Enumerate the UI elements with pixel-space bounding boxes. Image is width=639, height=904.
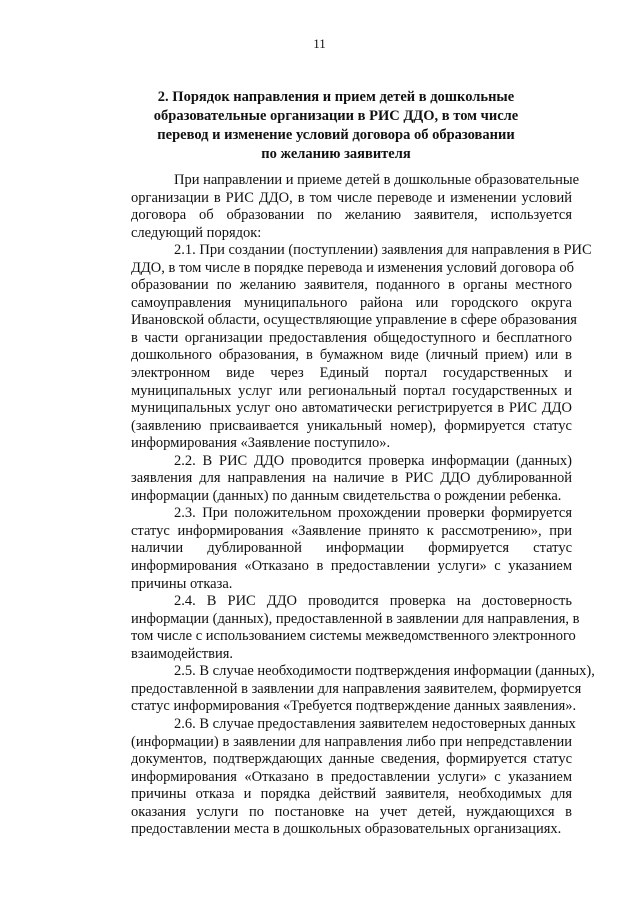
text-line: информации (данных) по данным свидетельства о рождении ребенка. (131, 487, 562, 504)
text-line: 2.3. При положительном прохождении проверки формируется (174, 505, 572, 522)
text-line: в части организации предоставления общедоступного и бесплатного (131, 329, 572, 346)
text-line: статус информирования «Заявление принято к рассмотрению», при (131, 522, 572, 539)
paragraph (88, 663, 595, 716)
paragraph (88, 172, 580, 242)
section-title-line: 2. Порядок направления и прием детей в дошкольные (157, 89, 515, 105)
section-title-line: по желанию заявителя (261, 146, 411, 162)
paragraph (88, 593, 580, 663)
text-line: образовании по желанию заявителя, поданного в органы местного (131, 277, 572, 294)
text-line: дошкольного образования, в бумажном виде (личный прием) или в (131, 347, 572, 364)
text-line: информирования «Заявление поступило». (131, 435, 391, 452)
body-text (88, 172, 595, 839)
text-line: договора об образовании по желанию заявителя, используется (131, 207, 572, 224)
text-line: ДДО, в том числе в порядке перевода и изменения условий договора об (131, 259, 574, 276)
text-line: статус информирования «Требуется подтверждение данных заявления». (131, 698, 577, 715)
text-line: (заявлению присваивается уникальный номер), формируется статус (131, 417, 572, 434)
text-line: заявления для направления на наличие в РИС ДДО дублированной (131, 470, 572, 487)
text-line: 2.5. В случае необходимости подтверждения информации (данных), (174, 663, 595, 680)
text-line: Ивановской области, осуществляющие управление в сфере образования (131, 312, 577, 329)
text-line: муниципальных услуг оно автоматически регистрируется в РИС ДДО (131, 400, 572, 417)
text-line: предоставлении места в дошкольных образовательных организациях. (131, 821, 562, 838)
text-line: (информации) в заявлении для направления либо при непредставлении (131, 733, 572, 750)
text-line: причины отказа. (131, 575, 233, 592)
text-line: оказания услуги по постановке на учет детей, нуждающихся в (131, 803, 572, 820)
text-line: 2.4. В РИС ДДО проводится проверка на достоверность (174, 593, 572, 610)
section-title-line: перевод и изменение условий договора об образовании (157, 127, 515, 143)
text-line: 2.2. В РИС ДДО проводится проверка информации (данных) (174, 452, 572, 469)
text-line: муниципальных услуг или региональный портал государственных и (131, 382, 572, 399)
page-number: 11 (313, 36, 326, 51)
paragraph (88, 505, 572, 593)
text-line: следующий порядок: (131, 224, 262, 241)
paragraph (88, 242, 592, 453)
text-line: самоуправления муниципального района или городского округа (131, 294, 572, 311)
paragraph (88, 453, 572, 506)
section-title (130, 88, 542, 164)
text-line: 2.1. При создании (поступлении) заявления для направления в РИС (174, 242, 592, 259)
text-line: информирования «Отказано в предоставлении услуги» с указанием (131, 558, 572, 575)
text-line: информации (данных), предоставленной в заявлении для направления, в (131, 610, 580, 627)
text-line: предоставленной в заявлении для направления заявителем, формируется (131, 680, 582, 697)
section-title-line: образовательные организации в РИС ДДО, в том числе (153, 108, 519, 124)
text-line: электронном виде через Единый портал государственных и (131, 365, 572, 382)
text-line: документов, подтверждающих данные сведения, формируется статус (131, 751, 572, 768)
text-line: том числе с использованием системы межведомственного электронного (131, 628, 576, 645)
paragraph (88, 715, 576, 839)
text-line: причины отказа и порядка действий заявителя, необходимых для (131, 786, 572, 803)
text-line: наличии дублированной информации формируется статус (131, 540, 572, 557)
text-line: организации в РИС ДДО, в том числе переводе и изменении условий (131, 189, 572, 206)
text-line: информирования «Отказано в предоставлении услуги» с указанием (131, 768, 572, 785)
text-line: 2.6. В случае предоставления заявителем недостоверных данных (174, 715, 576, 732)
text-line: взаимодействия. (131, 645, 234, 662)
text-line: При направлении и приеме детей в дошкольные образовательные (174, 172, 580, 188)
